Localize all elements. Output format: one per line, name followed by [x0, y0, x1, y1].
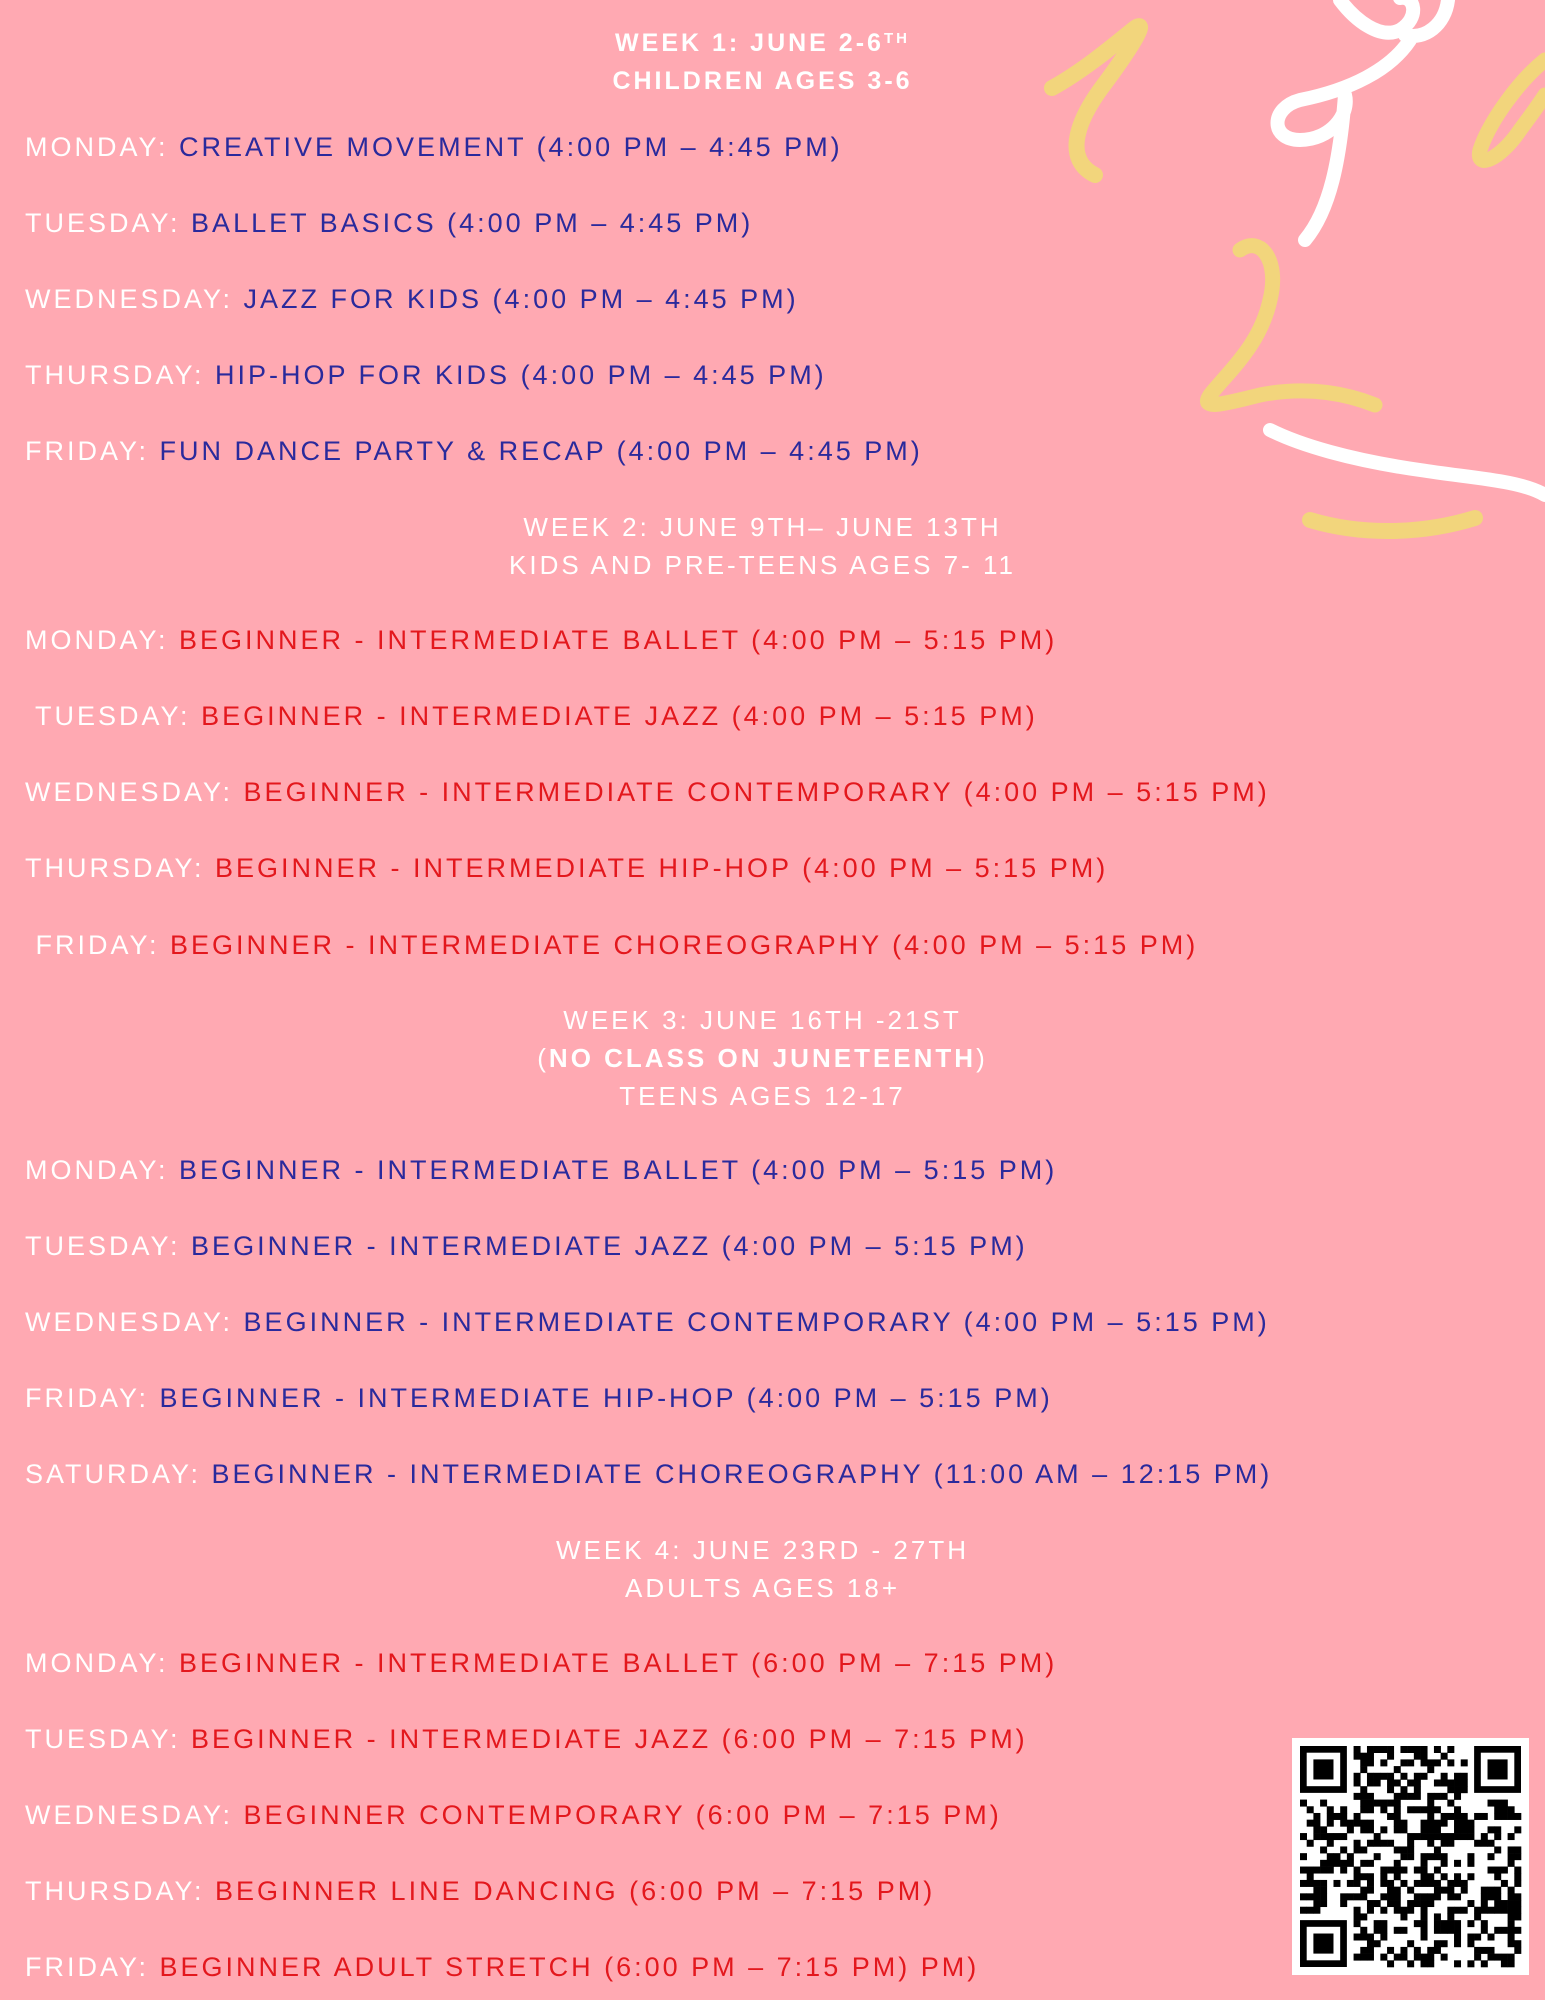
schedule-row: WEDNESDAY: BEGINNER - INTERMEDIATE CONTEMPORARY (4:00 PM – 5:15 PM)	[25, 1307, 1270, 1337]
week1-subtitle: CHILDREN AGES 3-6	[612, 67, 913, 95]
week3-note: (NO CLASS ON JUNETEENTH)	[537, 1043, 988, 1073]
week3-title: WEEK 3: JUNE 16TH -21ST	[563, 1005, 962, 1035]
qr-code-image	[1292, 1738, 1529, 1975]
schedule-row: MONDAY: BEGINNER - INTERMEDIATE BALLET (4:00 PM – 5:15 PM)	[25, 625, 1058, 655]
schedule-row: WEDNESDAY: JAZZ FOR KIDS (4:00 PM – 4:45 PM)	[25, 284, 799, 314]
schedule-row: MONDAY: BEGINNER - INTERMEDIATE BALLET (6:00 PM – 7:15 PM)	[25, 1648, 1058, 1678]
schedule-row: FRIDAY: BEGINNER - INTERMEDIATE HIP-HOP (4:00 PM – 5:15 PM)	[25, 1383, 1053, 1413]
yellow-loop	[1207, 246, 1375, 405]
schedule-row: TUESDAY: BEGINNER - INTERMEDIATE JAZZ (4:00 PM – 5:15 PM)	[25, 1231, 1028, 1261]
qr-finder-pattern	[1313, 1759, 1333, 1779]
schedule-row: THURSDAY: BEGINNER - INTERMEDIATE HIP-HOP (4:00 PM – 5:15 PM)	[25, 853, 1109, 883]
schedule-row: TUESDAY: BALLET BASICS (4:00 PM – 4:45 PM)	[25, 208, 754, 238]
schedule-row: WEDNESDAY: BEGINNER CONTEMPORARY (6:00 PM – 7:15 PM)	[25, 1800, 1002, 1830]
schedule-row: MONDAY: BEGINNER - INTERMEDIATE BALLET (4:00 PM – 5:15 PM)	[25, 1155, 1058, 1185]
schedule-row: THURSDAY: BEGINNER LINE DANCING (6:00 PM – 7:15 PM)	[25, 1876, 936, 1906]
qr-finder-pattern	[1313, 1934, 1333, 1954]
qr-code[interactable]	[1292, 1738, 1529, 1975]
schedule-row: TUESDAY: BEGINNER - INTERMEDIATE JAZZ (6:00 PM – 7:15 PM)	[25, 1724, 1028, 1754]
white-curve	[1270, 430, 1545, 495]
schedule-row: WEDNESDAY: BEGINNER - INTERMEDIATE CONTEMPORARY (4:00 PM – 5:15 PM)	[25, 777, 1270, 807]
schedule-row: THURSDAY: HIP-HOP FOR KIDS (4:00 PM – 4:45 PM)	[25, 360, 827, 390]
schedule-row: FRIDAY: BEGINNER - INTERMEDIATE CHOREOGRAPHY (4:00 PM – 5:15 PM)	[25, 930, 1199, 960]
week4-subtitle: ADULTS AGES 18+	[624, 1573, 900, 1603]
week2-subtitle: KIDS AND PRE-TEENS AGES 7- 11	[509, 550, 1016, 580]
qr-finder-pattern	[1488, 1759, 1508, 1779]
schedule-row: FRIDAY: BEGINNER ADULT STRETCH (6:00 PM – 7:15 PM) PM)	[25, 1952, 980, 1982]
week3-subtitle: TEENS AGES 12-17	[619, 1081, 906, 1111]
schedule-row: MONDAY: CREATIVE MOVEMENT (4:00 PM – 4:45 PM)	[25, 132, 843, 162]
schedule-row: TUESDAY: BEGINNER - INTERMEDIATE JAZZ (4:00 PM – 5:15 PM)	[25, 701, 1038, 731]
schedule-row: SATURDAY: BEGINNER - INTERMEDIATE CHOREOGRAPHY (11:00 AM – 12:15 PM)	[25, 1459, 1273, 1489]
week4-title: WEEK 4: JUNE 23RD - 27TH	[556, 1535, 969, 1565]
week1-title: WEEK 1: JUNE 2-6TH	[615, 29, 910, 57]
schedule-row: FRIDAY: FUN DANCE PARTY & RECAP (4:00 PM – 4:45 PM)	[25, 436, 923, 466]
week2-title: WEEK 2: JUNE 9TH– JUNE 13TH	[523, 512, 1002, 542]
